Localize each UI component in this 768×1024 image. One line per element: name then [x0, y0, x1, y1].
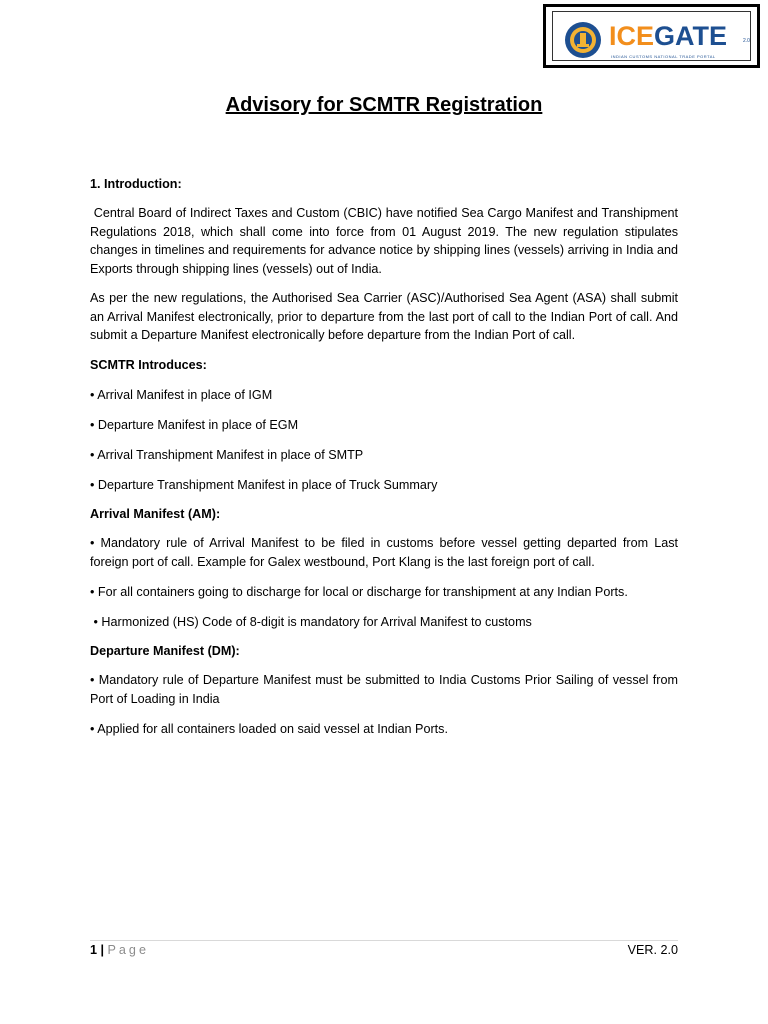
am-heading: Arrival Manifest (AM):: [90, 507, 221, 521]
am-item: • For all containers going to discharge for local or discharge for transhipment at any Indian Ports.: [90, 585, 628, 599]
customs-emblem-icon: [563, 20, 603, 60]
footer-divider: [90, 940, 678, 941]
icegate-logo: [543, 4, 760, 68]
page-number: [90, 943, 149, 957]
logo-tagline: INDIAN CUSTOMS NATIONAL TRADE PORTAL: [611, 54, 716, 59]
am-item: • Harmonized (HS) Code of 8-digit is mandatory for Arrival Manifest to customs: [90, 615, 532, 629]
dm-heading: Departure Manifest (DM):: [90, 644, 240, 658]
intro-paragraph-1: Central Board of Indirect Taxes and Custom (CBIC) have notified Sea Cargo Manifest and Transhipment Regulations 2018, which shall come into force from 01 August 2019. The new regulation stipulates changes in timelines and requirements for advance notice by shipping lines (vessels) arriving in India and Exports through shipping lines (vessels) out of India.: [90, 206, 682, 276]
scmtr-item: • Arrival Manifest in place of IGM: [90, 388, 273, 402]
dm-item: • Mandatory rule of Departure Manifest must be submitted to India Customs Prior Sailing of vessel from Port of Loading in India: [90, 673, 678, 706]
scmtr-heading: SCMTR Introduces:: [90, 358, 207, 372]
logo-wordmark: [609, 22, 727, 50]
version-label: VER. 2.0: [627, 943, 678, 957]
scmtr-item: • Departure Manifest in place of EGM: [90, 418, 299, 432]
dm-item: • Applied for all containers loaded on said vessel at Indian Ports.: [90, 722, 448, 736]
logo-frame: [552, 11, 751, 61]
scmtr-item: • Arrival Transhipment Manifest in place of SMTP: [90, 448, 364, 462]
logo-ice-text: ICE: [609, 21, 655, 51]
page-label: Page: [107, 943, 149, 957]
intro-paragraph-2: As per the new regulations, the Authorised Sea Carrier (ASC)/Authorised Sea Agent (ASA) shall submit an Arrival Manifest electronically, prior to departure from the last port of call to the Indian Port of call. And submit a Departure Manifest electronically before departure from the Indian Port of call.: [90, 291, 678, 343]
page-number-value: 1 |: [90, 943, 105, 957]
logo-version: 2.0: [743, 38, 750, 44]
scmtr-item: • Departure Transhipment Manifest in place of Truck Summary: [90, 478, 438, 492]
am-item: • Mandatory rule of Arrival Manifest to be filed in customs before vessel getting departed from Last foreign port of call. Example for Galex westbound, Port Klang is the last foreign port of call.: [90, 536, 678, 569]
logo-gate-text: GATE: [654, 21, 728, 51]
document-title: Advisory for SCMTR Registration: [225, 94, 543, 116]
intro-heading: 1. Introduction:: [90, 177, 182, 191]
